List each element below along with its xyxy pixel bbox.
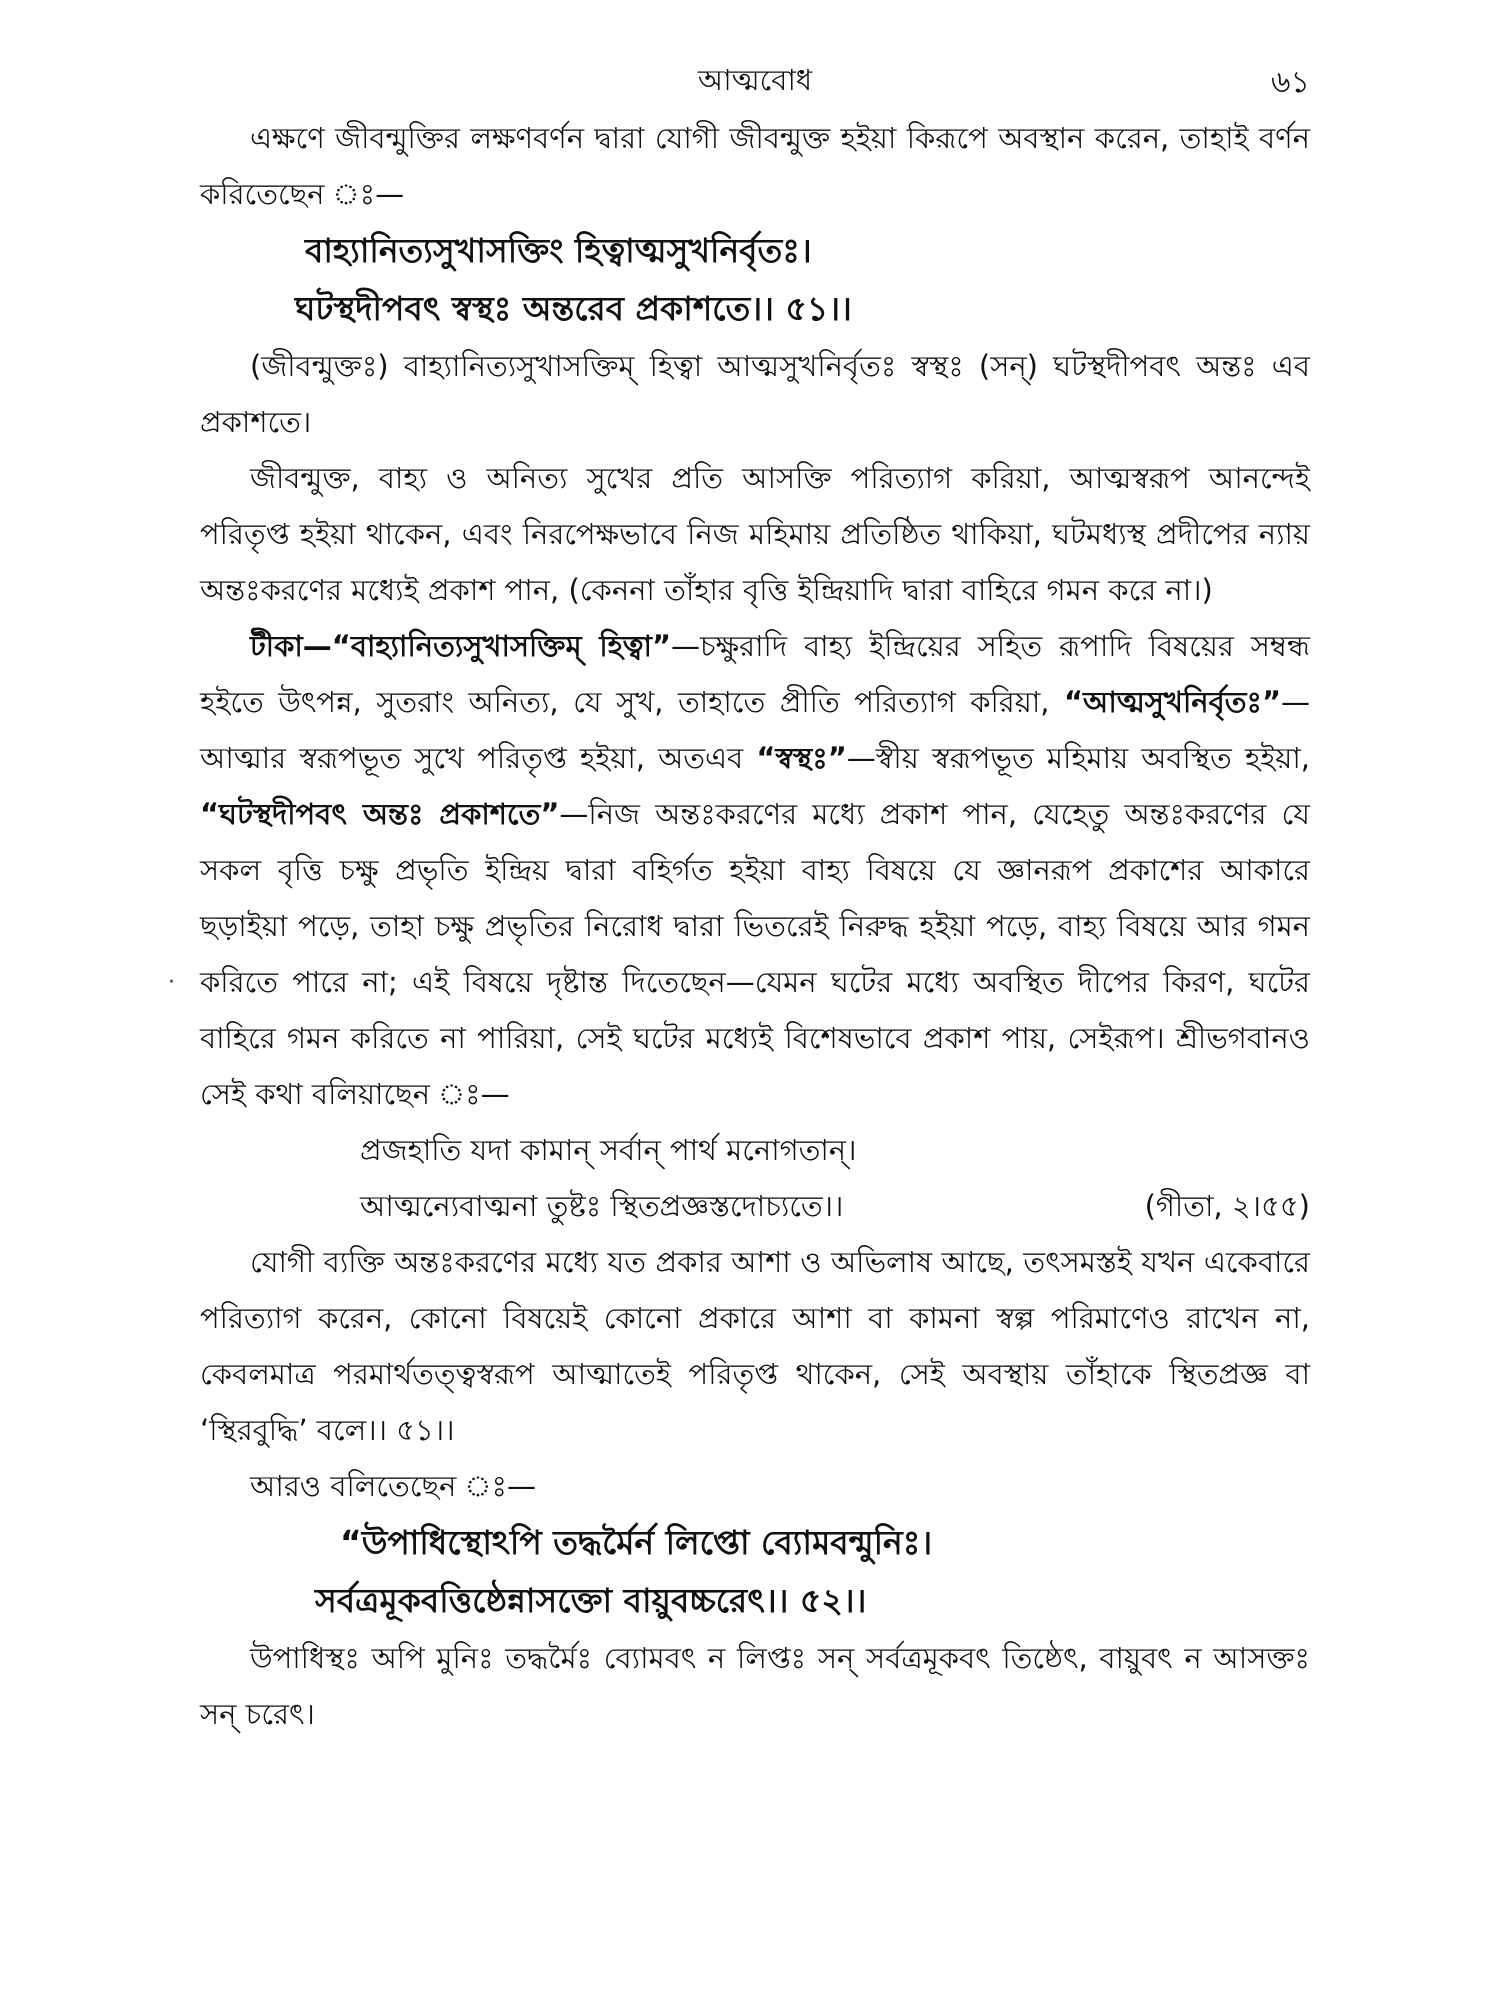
- tika-term-2: “আত্মসুখনির্বৃতঃ”: [1063, 685, 1281, 719]
- tika-label: টীকা—: [250, 629, 332, 663]
- tika-text-3: —স্বীয় স্বরূপভূত মহিমায় অবস্থিত হইয়া,: [846, 741, 1310, 775]
- transition-line: আরও বলিতেছেন ঃ—: [250, 1469, 536, 1503]
- scan-speck: ·: [168, 970, 175, 995]
- book-page: [200, 50, 1310, 1950]
- prose-order-52: উপাধিস্থঃ অপি মুনিঃ তদ্ধর্মৈঃ ব্যোমবৎ ন লিপ্তঃ সন্ সর্বত্রমূকবৎ তিষ্ঠেৎ, বায়ুবৎ ন আসক্তঃ সন্ চরেৎ।: [200, 1641, 1310, 1731]
- prose-order-51: (জীবন্মুক্তঃ) বাহ্যানিত্যসুখাসক্তিম্ হিত্বা আত্মসুখনির্বৃতঃ স্বস্থঃ (সন্) ঘটস্থদীপবৎ অন্তঃ এব প্রকাশতে।: [200, 349, 1310, 439]
- verse-51-line-2: ঘটস্থদীপবৎ স্বস্থঃ অন্তরেব প্রকাশতে।। ৫১।।: [295, 289, 852, 328]
- verse-52-line-2: সর্বত্রমূকবত্তিষ্ঠেন্নাসক্তো বায়ুবচ্চরেৎ।। ৫২।।: [315, 1581, 867, 1620]
- tika-commentary: [200, 618, 1310, 1122]
- gita-quote-line-2-text: আত্মন্যেবাত্মনা তুষ্টঃ স্থিতপ্রজ্ঞস্তদোচ্যতে।।: [360, 1189, 844, 1223]
- tika-text-1: —চক্ষুরাদি বাহ্য ইন্দ্রিয়ের সহিত রূপাদি বিষয়ের সম্বন্ধ হইতে উৎপন্ন, সুতরাং অনিত্য, যে সুখ, তাহাতে প্রীতি পরিত্যাগ করিয়া,: [200, 629, 1310, 719]
- page-number: ৬১: [1271, 65, 1310, 100]
- tika-term-1: “বাহ্যানিত্যসুখাসক্তিম্ হিত্বা”: [331, 629, 672, 663]
- running-title: আত্মবোধ: [697, 63, 813, 97]
- tika-term-3: “স্বস্থঃ”: [756, 741, 847, 775]
- intro-paragraph: এক্ষণে জীবন্মুক্তির লক্ষণবর্ণন দ্বারা যোগী জীবন্মুক্ত হইয়া কিরূপে অবস্থান করেন, তাহাই বর্ণন করিতেছেন ঃ—: [200, 121, 1310, 211]
- verse-52-line-1: “উপাধিস্থোঽপি তদ্ধর্মৈর্ন লিপ্তো ব্যোমবন্মুনিঃ।: [340, 1523, 933, 1562]
- tika-text-4: —নিজ অন্তঃকরণের মধ্যে প্রকাশ পান, যেহেতু অন্তঃকরণের যে সকল বৃত্তি চক্ষু প্রভৃতি ইন্দ্রিয় দ্বারা বহির্গত হইয়া বাহ্য বিষয়ে যে জ্ঞানরূপ প্রকাশের আকারে ছড়াইয়া পড়ে, তাহা চক্ষু প্রভৃতির নিরোধ দ্বারা ভিতরেই নিরুদ্ধ হইয়া পড়ে, বাহ্য বিষয়ে আর গমন করিতে পারে না; এই বিষয়ে দৃষ্টান্ত দিতেছেন—যেমন ঘটের মধ্যে অবস্থিত দীপের কিরণ, ঘটের বাহিরে গমন করিতে না পারিয়া, সেই ঘটের মধ্যেই বিশেষভাবে প্রকাশ পায়, সেইরূপ। শ্রীভগবানও সেই কথা বলিয়াছেন ঃ—: [200, 797, 1311, 1111]
- gita-reference: (গীতা, ২।৫৫): [1144, 1189, 1310, 1223]
- page-header: [200, 50, 1310, 110]
- tika-text-2: —আত্মার স্বরূপভূত সুখে পরিতৃপ্ত হইয়া, অতএব: [200, 685, 1310, 775]
- verse-51-line-1: বাহ্যানিত্যসুখাসক্তিং হিত্বাত্মসুখনির্বৃতঃ।: [305, 231, 812, 270]
- gita-quote-line-2: [200, 1178, 1310, 1234]
- meaning-51: জীবন্মুক্ত, বাহ্য ও অনিত্য সুখের প্রতি আসক্তি পরিত্যাগ করিয়া, আত্মস্বরূপ আনন্দেই পরিতৃপ্ত হইয়া থাকেন, এবং নিরপেক্ষভাবে নিজ মহিমায় প্রতিষ্ঠিত থাকিয়া, ঘটমধ্যস্থ প্রদীপের ন্যায় অন্তঃকরণের মধ্যেই প্রকাশ পান, (কেননা তাঁহার বৃত্তি ইন্দ্রিয়াদি দ্বারা বাহিরে গমন করে না।): [200, 461, 1310, 607]
- gita-quote-line-1: প্রজহাতি যদা কামান্ সর্বান্ পার্থ মনোগতান্।: [360, 1133, 857, 1167]
- explanation-paragraph: যোগী ব্যক্তি অন্তঃকরণের মধ্যে যত প্রকার আশা ও অভিলাষ আছে, তৎসমস্তই যখন একেবারে পরিত্যাগ করেন, কোনো বিষয়েই কোনো প্রকারে আশা বা কামনা স্বল্প পরিমাণেও রাখেন না, কেবলমাত্র পরমার্থতত্ত্বস্বরূপ আত্মাতেই পরিতৃপ্ত থাকেন, সেই অবস্থায় তাঁহাকে স্থিতপ্রজ্ঞ বা ‘স্থিরবুদ্ধি’ বলে।। ৫১।।: [200, 1245, 1310, 1447]
- tika-term-4: “ঘটস্থদীপবৎ অন্তঃ প্রকাশতে”: [200, 797, 560, 831]
